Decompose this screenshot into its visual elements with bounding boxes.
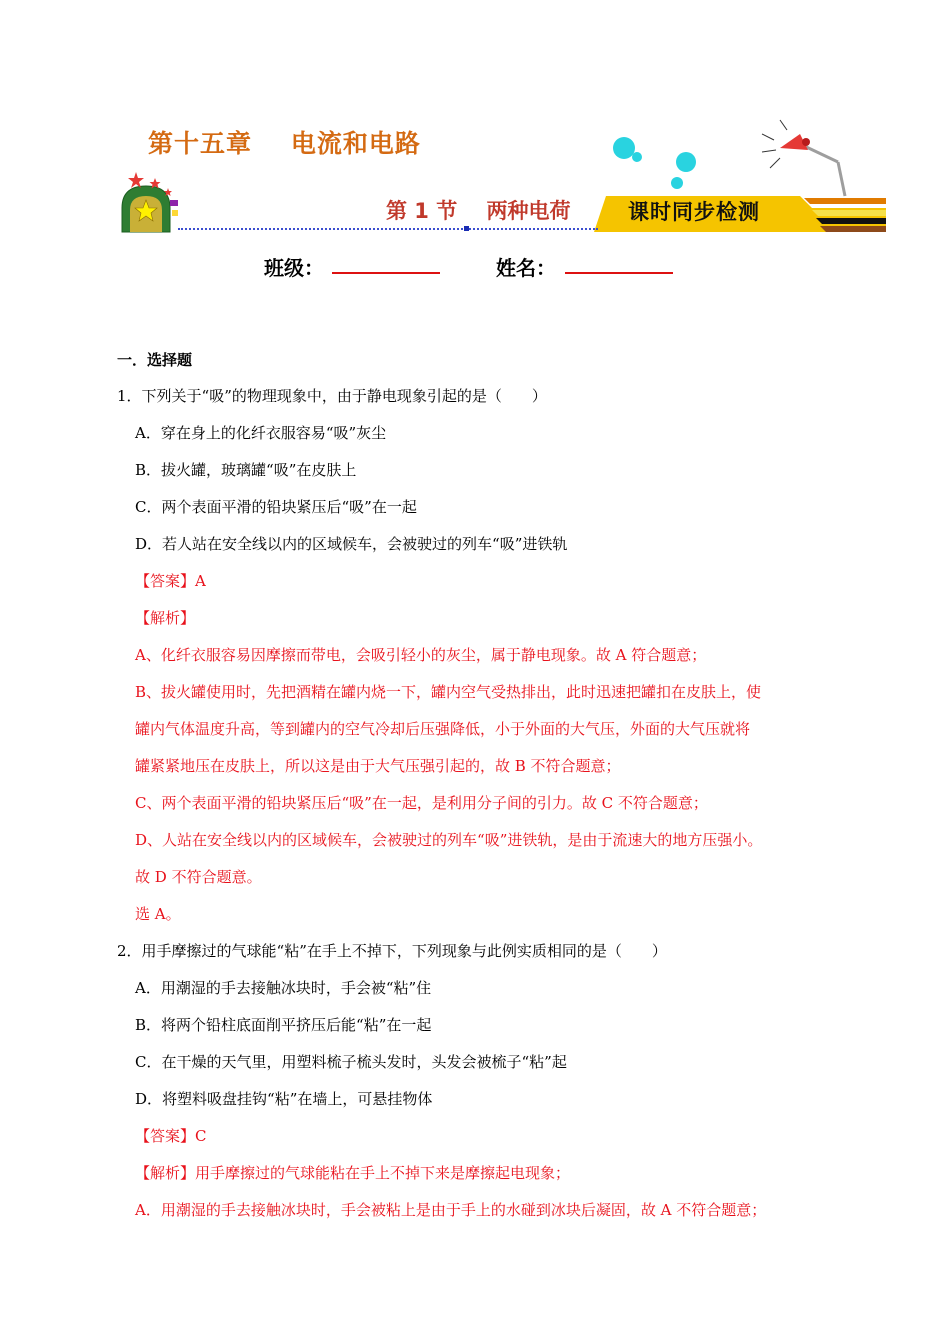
header-decoration: [0, 0, 950, 300]
q1-option-a: A．穿在身上的化纤衣服容易“吸”灰尘: [135, 424, 387, 442]
section-heading: 一．选择题: [117, 351, 193, 369]
star-logo-icon: [122, 172, 178, 232]
banner-text: 课时同步检测: [628, 200, 760, 224]
header-divider-dot: [464, 226, 469, 231]
q2-analysis-line: A．用潮湿的手去接触冰块时，手会被粘上是由于手上的水碰到冰块后凝固，故 A 不符合题意；: [135, 1201, 767, 1219]
class-label: 班级：: [264, 256, 324, 280]
q1-conclusion: 选 A。: [135, 905, 181, 923]
q1-analysis-line: D、人站在安全线以内的区域候车，会被驶过的列车“吸”进铁轨，是由于流速大的地方压强小。: [135, 831, 763, 849]
q2-analysis-first: 【解析】用手摩擦过的气球能粘在手上不掉下来是摩擦起电现象；: [135, 1164, 571, 1182]
q1-option-b: B．拔火罐，玻璃罐“吸”在皮肤上: [135, 461, 357, 479]
q1-analysis-line: A、化纤衣服容易因摩擦而带电，会吸引轻小的灰尘，属于静电现象。故 A 符合题意；: [135, 646, 707, 664]
q2-answer: 【答案】C: [135, 1127, 207, 1145]
section-title: 第 1 节 两种电荷: [386, 199, 571, 223]
q2-option-a: A．用潮湿的手去接触冰块时，手会被“粘”住: [135, 979, 432, 997]
q2-stem: 2．用手摩擦过的气球能“粘”在手上不掉下，下列现象与此例实质相同的是（ ）: [117, 942, 667, 960]
q1-analysis-line: C、两个表面平滑的铅块紧压后“吸”在一起，是利用分子间的引力。故 C 不符合题意；: [135, 794, 708, 812]
lamp-icon: [762, 120, 845, 196]
q1-stem: 1．下列关于“吸”的物理现象中，由于静电现象引起的是（ ）: [117, 387, 547, 405]
q1-analysis-line: 故 D 不符合题意。: [135, 868, 262, 886]
chapter-title: 第十五章 电流和电路: [148, 129, 421, 158]
class-input-line[interactable]: [332, 272, 440, 274]
header-divider-line: [178, 228, 598, 230]
q1-answer: 【答案】A: [135, 572, 206, 590]
bubbles-icon: [613, 137, 696, 189]
q1-analysis-label: 【解析】: [135, 609, 196, 627]
name-label: 姓名：: [496, 256, 556, 280]
name-input-line[interactable]: [565, 272, 673, 274]
q1-analysis-line: B、拔火罐使用时，先把酒精在罐内烧一下，罐内空气受热排出，此时迅速把罐扣在皮肤上，使: [135, 683, 762, 701]
q1-analysis-line: 罐紧紧地压在皮肤上，所以这是由于大气压强引起的，故 B 不符合题意；: [135, 757, 621, 775]
q1-option-c: C．两个表面平滑的铅块紧压后“吸”在一起: [135, 498, 417, 516]
q2-option-d: D．将塑料吸盘挂钩“粘”在墙上，可悬挂物体: [135, 1090, 433, 1108]
q1-analysis-line: 罐内气体温度升高，等到罐内的空气冷却后压强降低，小于外面的大气压，外面的大气压就将: [135, 720, 751, 738]
q2-option-b: B．将两个铅柱底面削平挤压后能“粘”在一起: [135, 1016, 432, 1034]
q1-option-d: D．若人站在安全线以内的区域候车，会被驶过的列车“吸”进铁轨: [135, 535, 568, 553]
q2-option-c: C．在干燥的天气里，用塑料梳子梳头发时，头发会被梳子“粘”起: [135, 1053, 567, 1071]
